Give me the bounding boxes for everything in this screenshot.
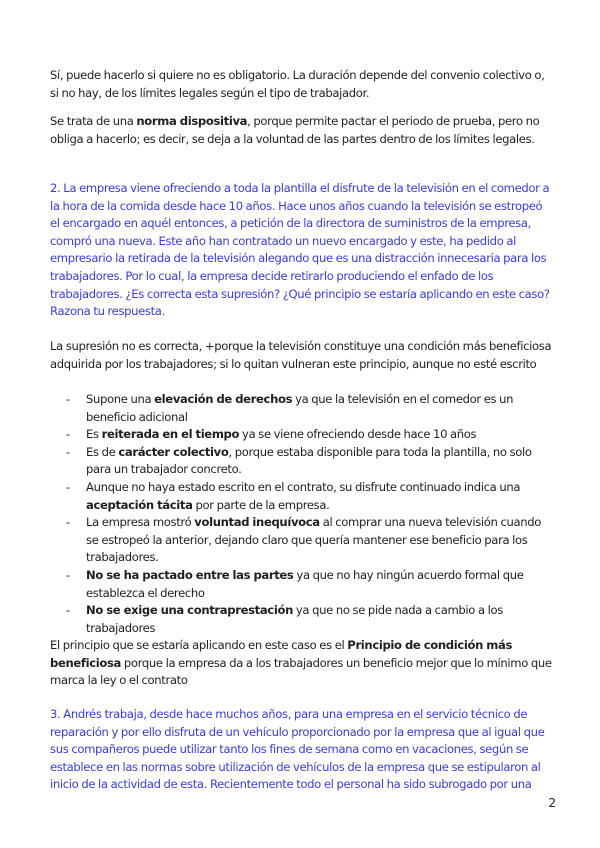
text-run: Es xyxy=(86,427,102,442)
list-dash: - xyxy=(66,515,70,530)
text-run: , porque permite pactar el periodo de prueba, pero no obliga a hacerlo; es decir, se deja a la voluntad de las partes dentro de los límites legales. xyxy=(50,114,540,146)
text-run: ya se viene ofreciendo desde hace 10 años xyxy=(239,427,477,442)
text-run: La empresa mostró xyxy=(86,515,195,530)
text-run: al comprar una nueva televisión cuando se estropeó la anterior, dejando claro que quería mantener ese beneficio para los trabajadores. xyxy=(86,515,541,565)
bold-term: Principio de condición más beneficiosa xyxy=(50,638,513,670)
text-run: por parte de la empresa. xyxy=(192,497,330,512)
text-run: Aunque no haya estado escrito en el contrato, su disfrute continuado indica una xyxy=(86,479,521,494)
text-run: Se trata de una xyxy=(50,114,137,128)
bold-term: No se ha pactado entre las partes xyxy=(86,567,294,582)
text-run: , porque estaba disponible para toda la plantilla, no solo para un trabajador concreto. xyxy=(86,444,532,477)
list-item xyxy=(50,391,554,426)
conclusion-paragraph xyxy=(50,637,554,690)
answer-paragraph-2 xyxy=(50,113,554,148)
bold-term: carácter colectivo xyxy=(118,444,229,459)
bold-term: elevación de derechos xyxy=(154,392,293,406)
list-dash: - xyxy=(66,444,70,459)
question-2: 2. La empresa viene ofreciendo a toda la plantilla el disfrute de la televisión en el comedor a la hora de la comida desde hace 10 años. Hace unos años cuando la televisión se estropeó el encargado en aquél entonces, a petición de la directora de suministros de la empresa, compró una nueva. Este año han contratado un nuevo encargado y este, ha pedido al empresario la retirada de la televisión alegando que es una distracción innecesaria para los trabajadores. Por lo cual, la empresa decide retirarlo produciendo el enfado de los trabajadores. ¿Es correcta esta supresión? ¿Qué principio se estaría aplicando en este caso? Razona tu respuesta. xyxy=(50,181,550,319)
list-dash: - xyxy=(66,392,70,406)
text-run: porque la empresa da a los trabajadores un beneficio mejor que lo mínimo que marca la ley o el contrato xyxy=(50,655,552,688)
list-item xyxy=(50,602,554,637)
list-dash: - xyxy=(66,427,70,442)
list-item xyxy=(50,567,554,602)
bold-term: aceptación tácita xyxy=(86,497,193,512)
list-item xyxy=(50,444,554,479)
bold-term: reiterada en el tiempo xyxy=(101,427,240,442)
bold-term: voluntad inequívoca xyxy=(194,515,320,530)
bold-term: norma dispositiva xyxy=(136,114,248,128)
list-dash: - xyxy=(66,567,70,582)
text-run: ya que no se pide nada a cambio a los trabajadores xyxy=(86,603,503,635)
text-run: El principio que se estaría aplicando en este caso es el xyxy=(50,638,348,652)
text-run: ya que no hay ningún acuerdo formal que establezca el derecho xyxy=(86,567,524,600)
page-number: 2 xyxy=(548,796,556,810)
text-run: Es de xyxy=(86,444,119,459)
list-dash: - xyxy=(66,479,70,494)
characteristics-list xyxy=(50,391,554,637)
answer-paragraph-1: Sí, puede hacerlo si quiere no es obligatorio. La duración depende del convenio colectivo o, si no hay, de los límites legales según el tipo de trabajador. xyxy=(50,68,545,100)
bold-term: No se exige una contraprestación xyxy=(86,603,293,618)
list-dash: - xyxy=(66,603,70,618)
answer-2-intro: La supresión no es correcta, +porque la televisión constituye una condición más beneficiosa adquirida por los trabajadores; si lo quitan vulneran este principio, aunque no esté escrito xyxy=(50,339,552,371)
text-run: Supone una xyxy=(86,392,155,406)
list-item xyxy=(50,479,554,514)
question-3: 3. Andrés trabaja, desde hace muchos años, para una empresa en el servicio técnico de reparación y por ello disfruta de un vehículo proporcionado por la empresa que al igual que sus compañeros puede utilizar tanto los fines de semana como en vacaciones, según se establece en las normas sobre utilización de vehículos de la empresa que se estipularon al inicio de la actividad de esta. Recientemente todo el personal ha sido subrogado por una xyxy=(50,707,545,792)
list-item xyxy=(50,514,554,567)
text-run: ya que la televisión en el comedor es un beneficio adicional xyxy=(86,392,514,424)
list-item xyxy=(50,426,554,444)
